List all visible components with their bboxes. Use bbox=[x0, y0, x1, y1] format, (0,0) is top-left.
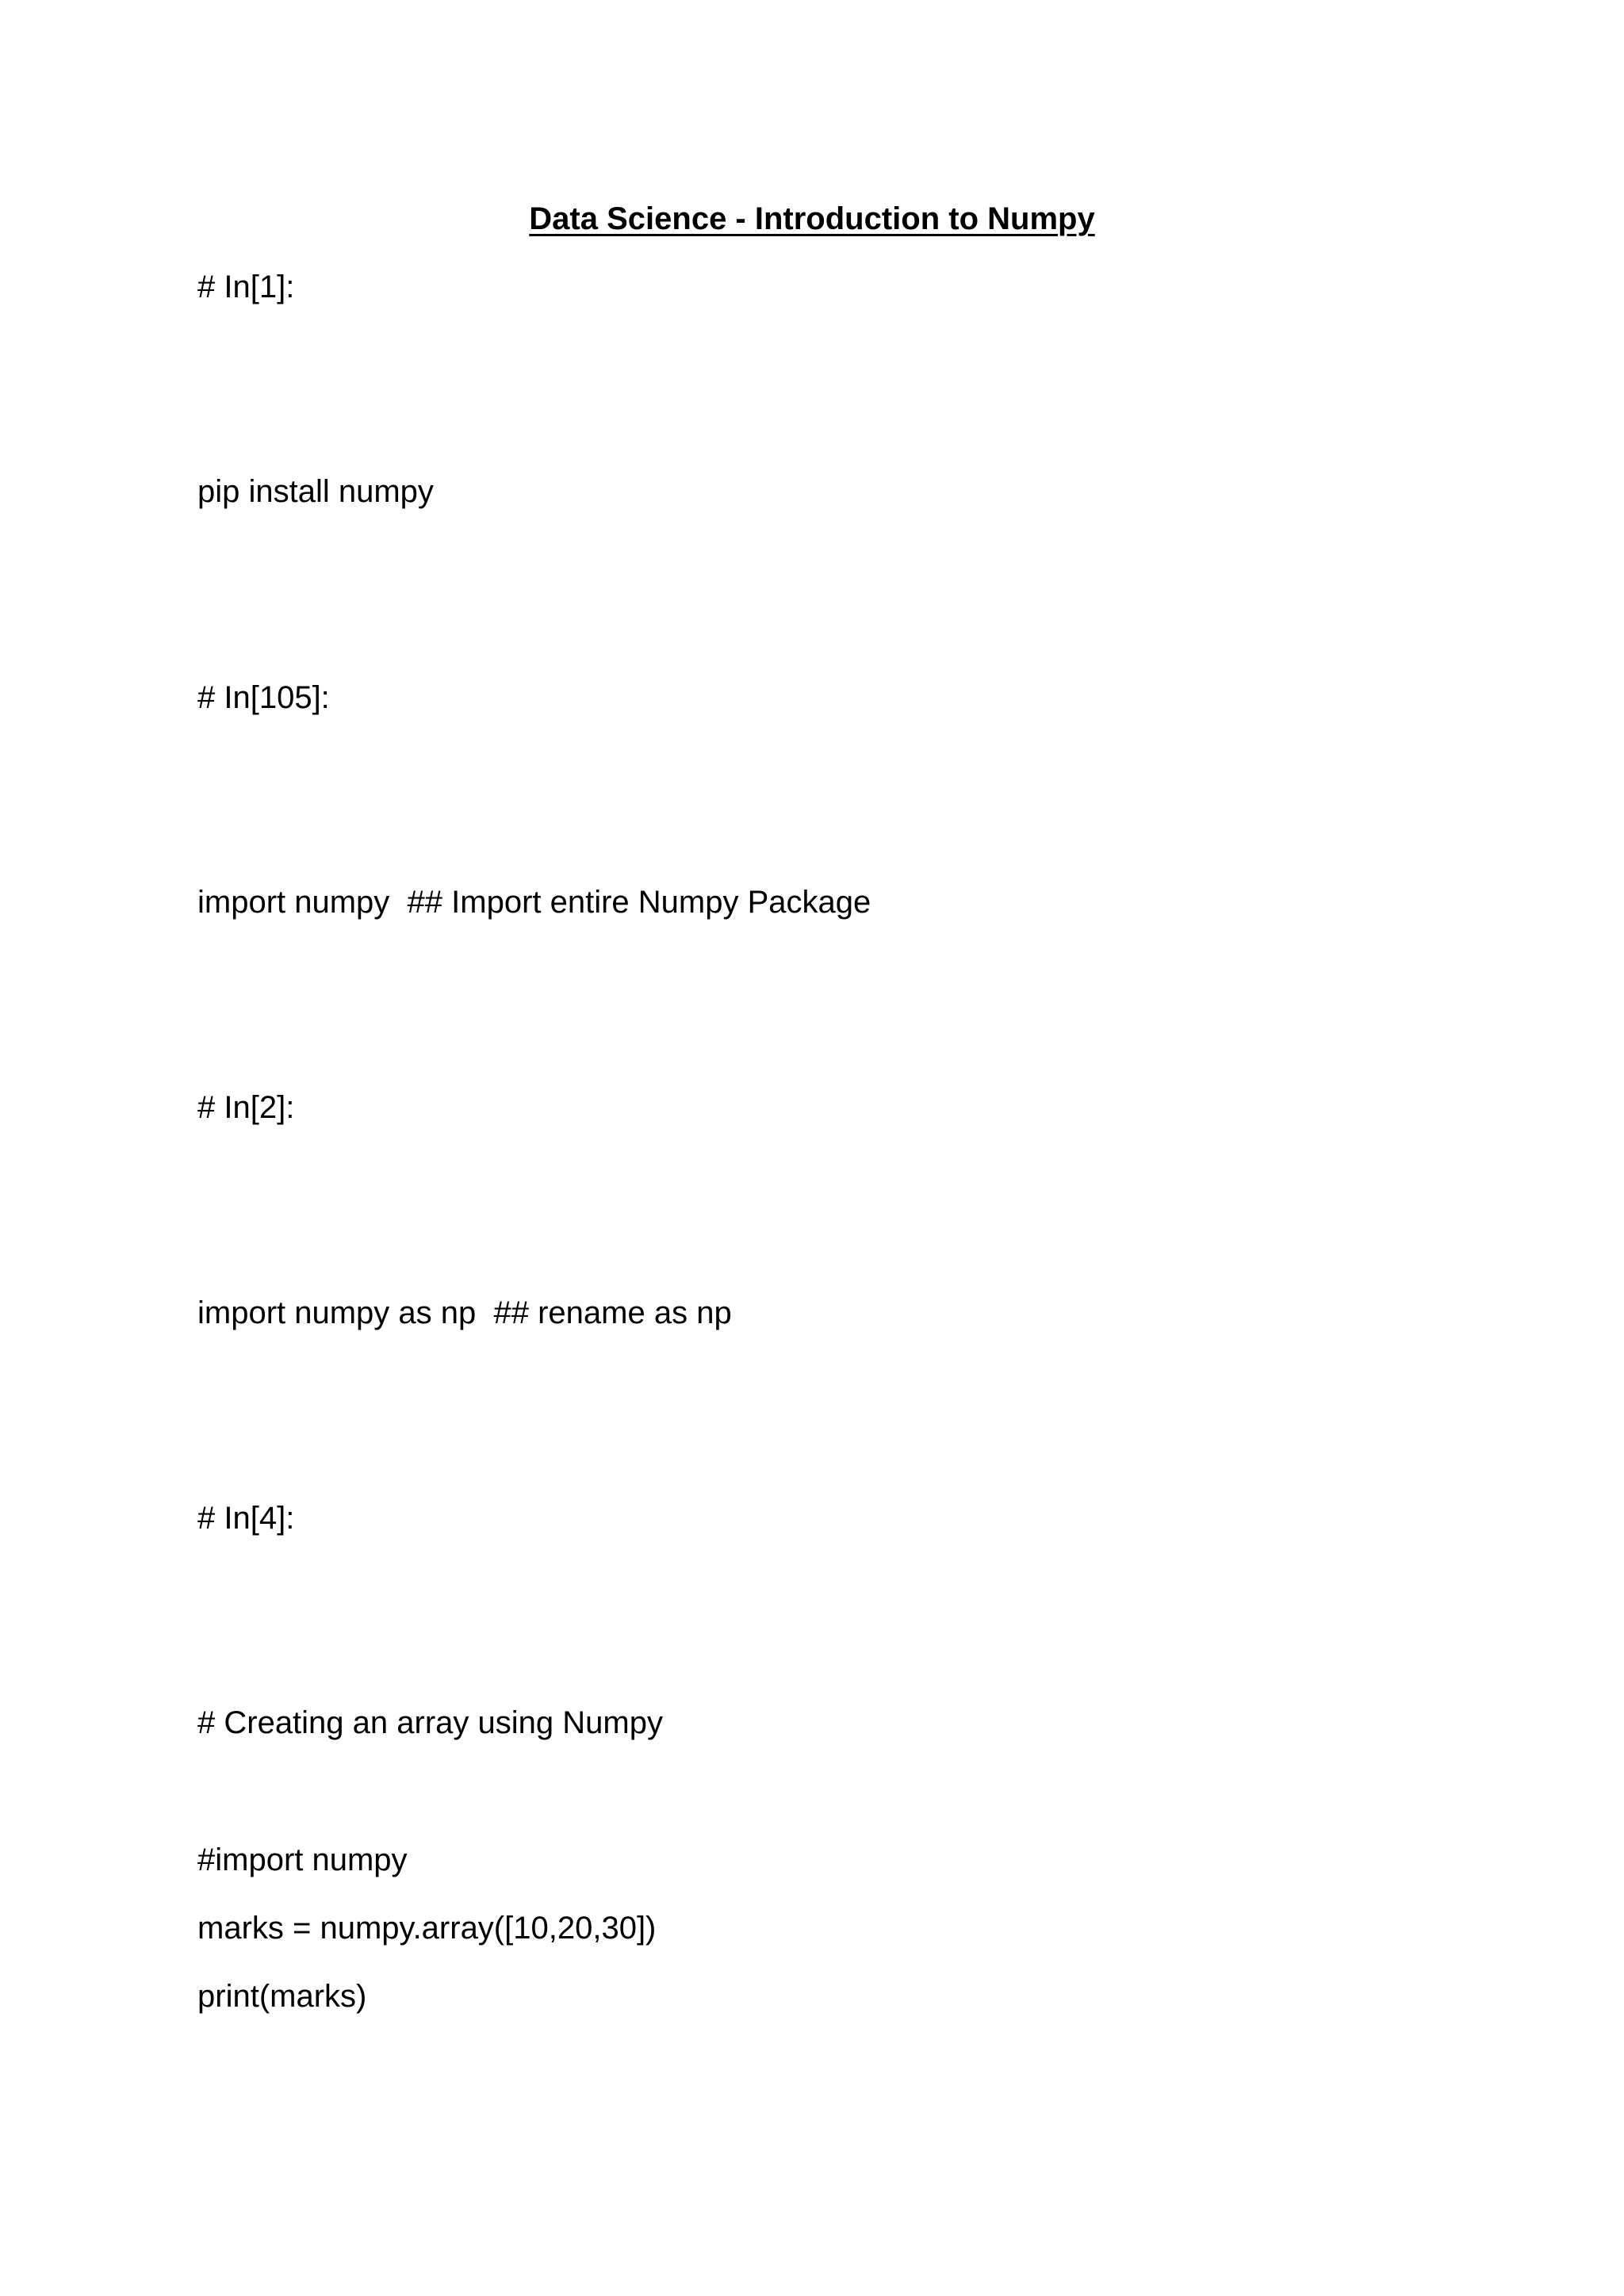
cell-marker-in-105: # In[105]: bbox=[197, 680, 330, 715]
code-line-import-as-np: import numpy as np ## rename as np bbox=[197, 1295, 732, 1330]
cell-marker-in-2: # In[2]: bbox=[197, 1090, 295, 1125]
code-comment-import-numpy: #import numpy bbox=[197, 1843, 408, 1877]
cell-marker-in-4: # In[4]: bbox=[197, 1501, 295, 1536]
code-line-import-numpy: import numpy ## Import entire Numpy Package bbox=[197, 885, 871, 920]
code-line-pip-install: pip install numpy bbox=[197, 474, 434, 509]
page-title: Data Science - Introduction to Numpy bbox=[529, 201, 1095, 236]
code-line-marks-array: marks = numpy.array([10,20,30]) bbox=[197, 1911, 657, 1946]
code-comment-creating-array: # Creating an array using Numpy bbox=[197, 1705, 663, 1740]
code-line-print-marks: print(marks) bbox=[197, 1979, 367, 2014]
cell-marker-in-1: # In[1]: bbox=[197, 270, 295, 304]
